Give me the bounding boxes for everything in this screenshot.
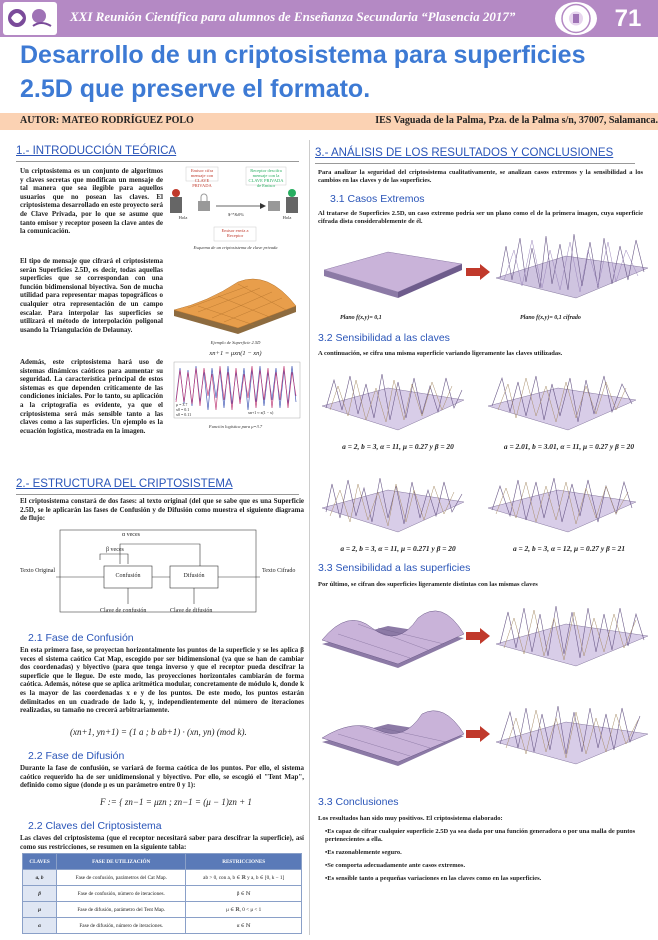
- figure-2-caption: Ejemplo de Superficie 2.5D: [210, 340, 261, 345]
- subsection-3-1-text: Al tratarse de Superficies 2.5D, un caso extremo podría ser un plano como el de la primera imagen, cuya superficie cifrada dista considerablemente de él.: [318, 210, 643, 225]
- scheme-label-send: Emisor envía a Receptor: [221, 228, 249, 238]
- list-item: •Se comporta adecuadamente ante casos extremos.: [325, 862, 466, 869]
- cipher-image-keys-2: [484, 370, 640, 436]
- section-1-heading: 1.- INTRODUCCIÓN TEÓRICA: [16, 145, 177, 157]
- section-1-paragraph-3: Además, este criptosistema hará uso de sistemas dinámicos caóticos para aumentar su seguridad. La característica principal de estos sistemas es que dependen críticamente de las condiciones iniciales. Por lo tanto, su aplicación a la criptografía es evidente, ya que el criptosistema será más sensible tanto a las claves como a las superficies. Un ejemplo es la ecuación logística, mostrada en la imagen.: [20, 358, 163, 435]
- affiliation: IES Vaguada de la Palma, Pza. de la Palma s/n, 37007, Salamanca.: [375, 115, 658, 126]
- table-cell: Fase de difusión, número de iteraciones.: [57, 918, 186, 934]
- figure-1-caption: Esquema de un criptosistema de clave privada: [193, 245, 278, 250]
- keys-table: [22, 853, 302, 934]
- subsection-3-4-heading: 3.3 Conclusiones: [318, 796, 399, 808]
- table-cell: β ∈ ℕ: [186, 886, 302, 902]
- diagram-key-confusion: Clave de confusión: [100, 608, 147, 614]
- subsection-3-3-heading: 3.3 Sensibilidad a las superficies: [318, 562, 471, 574]
- logo-left-image: [3, 2, 57, 35]
- keys-label-2: a = 2.01, b = 3.01, α = 11, μ = 0.27 y β = 20: [503, 442, 635, 451]
- surface-cipher-image-2: [492, 698, 652, 774]
- tent-map-equation: F := { zn−1 = μzn ; zn−1 = (μ − 1)zn + 1: [100, 797, 252, 807]
- table-cell: β: [23, 886, 57, 902]
- list-item: •Es razonablemente seguro.: [325, 849, 402, 856]
- keys-label-3: a = 2, b = 3, α = 11, μ = 0.271 y β = 20: [340, 544, 456, 553]
- section-1-paragraph-2: El tipo de mensaje que cifrará el criptosistema serán Superficies 2.5D, es decir, todas aquellas superficies que se correspondan con una función bidimensional biyectiva. Son de mucha utilidad para representar mapas topográficos o cualquier otra representación de un campo escalar. Para interpolar las superficies se utilizará el método de interpolación poligonal usando la Triangulación de Delaunay.: [20, 257, 163, 334]
- plane-label: Plano f(x,y)= 0,1: [340, 315, 382, 321]
- arrow-icon: [466, 628, 490, 644]
- conclusions-intro: Los resultados han sido muy positivos. El criptosistema elaborado:: [318, 815, 503, 822]
- section-3-rule: [315, 163, 635, 164]
- logistic-map-figure: [168, 350, 303, 432]
- subsection-3-2-text: A continuación, se cifra una misma superficie variando ligeramente las claves utilizadas.: [318, 350, 563, 357]
- page-title: Desarrollo de un criptosistema para superficies 2.5D que preserve el formato.: [20, 41, 586, 103]
- logistic-equation: xn+1 = μxn(1 − xn): [209, 350, 262, 357]
- conference-title: XXI Reunión Científica para alumnos de Enseñanza Secundaria “Plasencia 2017”: [70, 9, 516, 24]
- cipher-image-keys-3: [318, 472, 468, 538]
- table-row: [23, 918, 302, 934]
- table-header-cell: FASE DE UTILIZACIÓN: [57, 854, 186, 870]
- surface-example-figure: [168, 262, 303, 348]
- diagram-beta-label: β veces: [106, 547, 124, 553]
- diagram-confusion-box: Confusión: [115, 573, 141, 579]
- table-row: [23, 902, 302, 918]
- keys-label-1: a = 2, b = 3, α = 11, μ = 0.27 y β = 20: [342, 442, 454, 451]
- scheme-label-emisor: Emisor cifra mensaje con CLAVE PRIVADA: [190, 168, 214, 188]
- diagram-difusion-box: Difusión: [183, 573, 205, 579]
- table-cell: α ∈ ℕ: [186, 918, 302, 934]
- table-cell: a, b: [23, 870, 57, 886]
- private-key-scheme-figure: [168, 165, 303, 253]
- arrow-icon: [466, 264, 490, 280]
- figure-3-caption: Función logística para μ=3.7: [208, 424, 263, 429]
- subsection-3-2-heading: 3.2 Sensibilidad a las claves: [318, 332, 450, 344]
- list-item: •Es sensible tanto a pequeñas variaciones en las claves como en las superficies.: [325, 875, 542, 882]
- table-cell: μ ∈ ℝ, 0 < μ < 1: [186, 902, 302, 918]
- scheme-hola-right: Hola: [282, 215, 292, 220]
- author-name: AUTOR: MATEO RODRÍGUEZ POLO: [20, 115, 194, 126]
- diagram-input-label: Texto Original: [20, 568, 56, 574]
- scheme-label-receptor: Receptor descifra mensaje con la CLAVE PRIVADA de Emisor: [248, 168, 284, 188]
- column-divider: [309, 140, 310, 935]
- surface-cipher-image-1: [492, 600, 652, 676]
- subsection-2-1-text: En esta primera fase, se proyectan horizontalmente los puntos de la superficie y se les aplica β veces el sistema caótico Cat Map, escogido por ser bidimensional (ya que se han de cambiar dos coordenadas) y biyectivo (para que tenga inverso y que el receptor pueda descifrar la superficie que le llegue. De este modo, las proyecciones horizontales cambiarán de forma caótica. Además, nótese que se aplica aritmética modular, concretamente de módulo k, donde k es la mayor de las coordenadas x e y de los puntos. De este modo, los puntos estarán delimitados en un cuadrado de lado k, y, independientemente del número de iteraciones realizadas, su tamaño no crecerá arbitrariamente.: [20, 646, 304, 715]
- subsection-3-1-heading: 3.1 Casos Extremos: [330, 193, 425, 205]
- section-2-rule: [16, 494, 299, 495]
- conclusions-list: [325, 828, 643, 883]
- section-2-intro: El criptosistema constará de dos fases: al texto original (del que se sabe que es una Superficie 2.5D, se le aplicarán las fases de Confusión y de Difusión como muestra el siguiente diagrama de flujo:: [20, 497, 304, 523]
- logistic-legend-right: xn+1 ≈ x(1 − x): [248, 410, 274, 415]
- table-cell: Fase de difusión, parámetro del Tent Map.: [57, 902, 186, 918]
- section-2-heading: 2.- ESTRUCTURA DEL CRIPTOSISTEMA: [16, 478, 233, 490]
- table-cell: ab > 0, con a, b ∈ ℝ y a, b ∈ [0, k − 1]: [186, 870, 302, 886]
- table-cell: Fase de confusión, número de iteraciones.: [57, 886, 186, 902]
- subsection-2-3-heading: 2.2 Claves del Criptosistema: [28, 820, 162, 832]
- table-row: [23, 886, 302, 902]
- subsection-2-2-heading: 2.2 Fase de Difusión: [28, 750, 125, 762]
- flow-diagram: [20, 528, 304, 624]
- table-header-cell: CLAVES: [23, 854, 57, 870]
- table-cell: α: [23, 918, 57, 934]
- plane-cipher-image: [492, 228, 652, 314]
- plane-cipher-label: Plano f(x,y)= 0,1 cifrado: [520, 315, 581, 321]
- section-3-heading: 3.- ANÁLISIS DE LOS RESULTADOS Y CONCLUSIONES: [315, 147, 614, 159]
- section-3-intro: Para analizar la seguridad del criptosistema cualitativamente, se analizan casos extremos y la sensibilidad a los cambios en las claves y de las superficies.: [318, 169, 643, 184]
- table-cell: μ: [23, 902, 57, 918]
- plane-surface-image: [318, 234, 468, 314]
- list-item: •Es capaz de cifrar cualquier superficie 2.5D ya sea dada por una función generadora o por una malla de puntos pertenecientes a ella.: [325, 828, 636, 843]
- table-header-cell: RESTRICCIONES: [186, 854, 302, 870]
- surface-original-image-2: [318, 696, 468, 776]
- diagram-key-difusion: Clave de difusión: [170, 608, 213, 614]
- seal-logo-image: [555, 2, 597, 35]
- section-1-paragraph-1: Un criptosistema es un conjunto de algoritmos y claves secretas que modifican un mensaje de tal manera que sea ilegible para aquellos usuarios que no posean las claves. El criptosistema desarrollado en este proyecto será de Clave Privada, por lo que se asume que tanto emisor y receptor poseen la clave antes de la comunicación.: [20, 167, 164, 236]
- cipher-image-keys-1: [318, 370, 468, 436]
- table-row: [23, 870, 302, 886]
- subsection-2-1-heading: 2.1 Fase de Confusión: [28, 632, 134, 644]
- subsection-3-3-text: Por último, se cifran dos superficies ligeramente distintas con las mismas claves: [318, 581, 538, 588]
- cipher-image-keys-4: [484, 472, 640, 538]
- poster-number: 71: [614, 5, 642, 32]
- scheme-cipher-text: $^*&0%: [227, 212, 245, 217]
- subsection-2-2-text: Durante la fase de confusión, se variará de forma caótica de los puntos. Por ello, el sistema caótico requerido ha de ser unidimensional y biyectivo. Por ello, se escogió el "Tent Map", definido como sigue (donde μ es un parámetro entre 0 y 1):: [20, 764, 304, 790]
- keys-table-header: [23, 854, 302, 870]
- arrow-icon: [466, 726, 490, 742]
- table-cell: Fase de confusión, parámetros del Cat Map.: [57, 870, 186, 886]
- diagram-alpha-label: α veces: [122, 532, 140, 538]
- diagram-output-label: Texto Cifrado: [262, 568, 296, 574]
- subsection-2-3-text: Las claves del criptosistema (que el receptor necesitará saber para descifrar la superficie), así como sus restricciones, se resumen en la siguiente tabla:: [20, 834, 304, 851]
- surface-original-image-1: [318, 598, 468, 678]
- keys-label-4: a = 2, b = 3, α = 12, μ = 0.27 y β = 21: [512, 544, 626, 553]
- cat-map-equation: (xn+1, yn+1) = (1 a ; b ab+1) · (xn, yn) (mod k).: [70, 727, 247, 737]
- scheme-hola-left: Hola: [178, 215, 188, 220]
- section-1-rule: [16, 161, 299, 162]
- logistic-legend-left: μ = 3.7 x0 = 0.1 x0 = 0.11: [176, 402, 192, 417]
